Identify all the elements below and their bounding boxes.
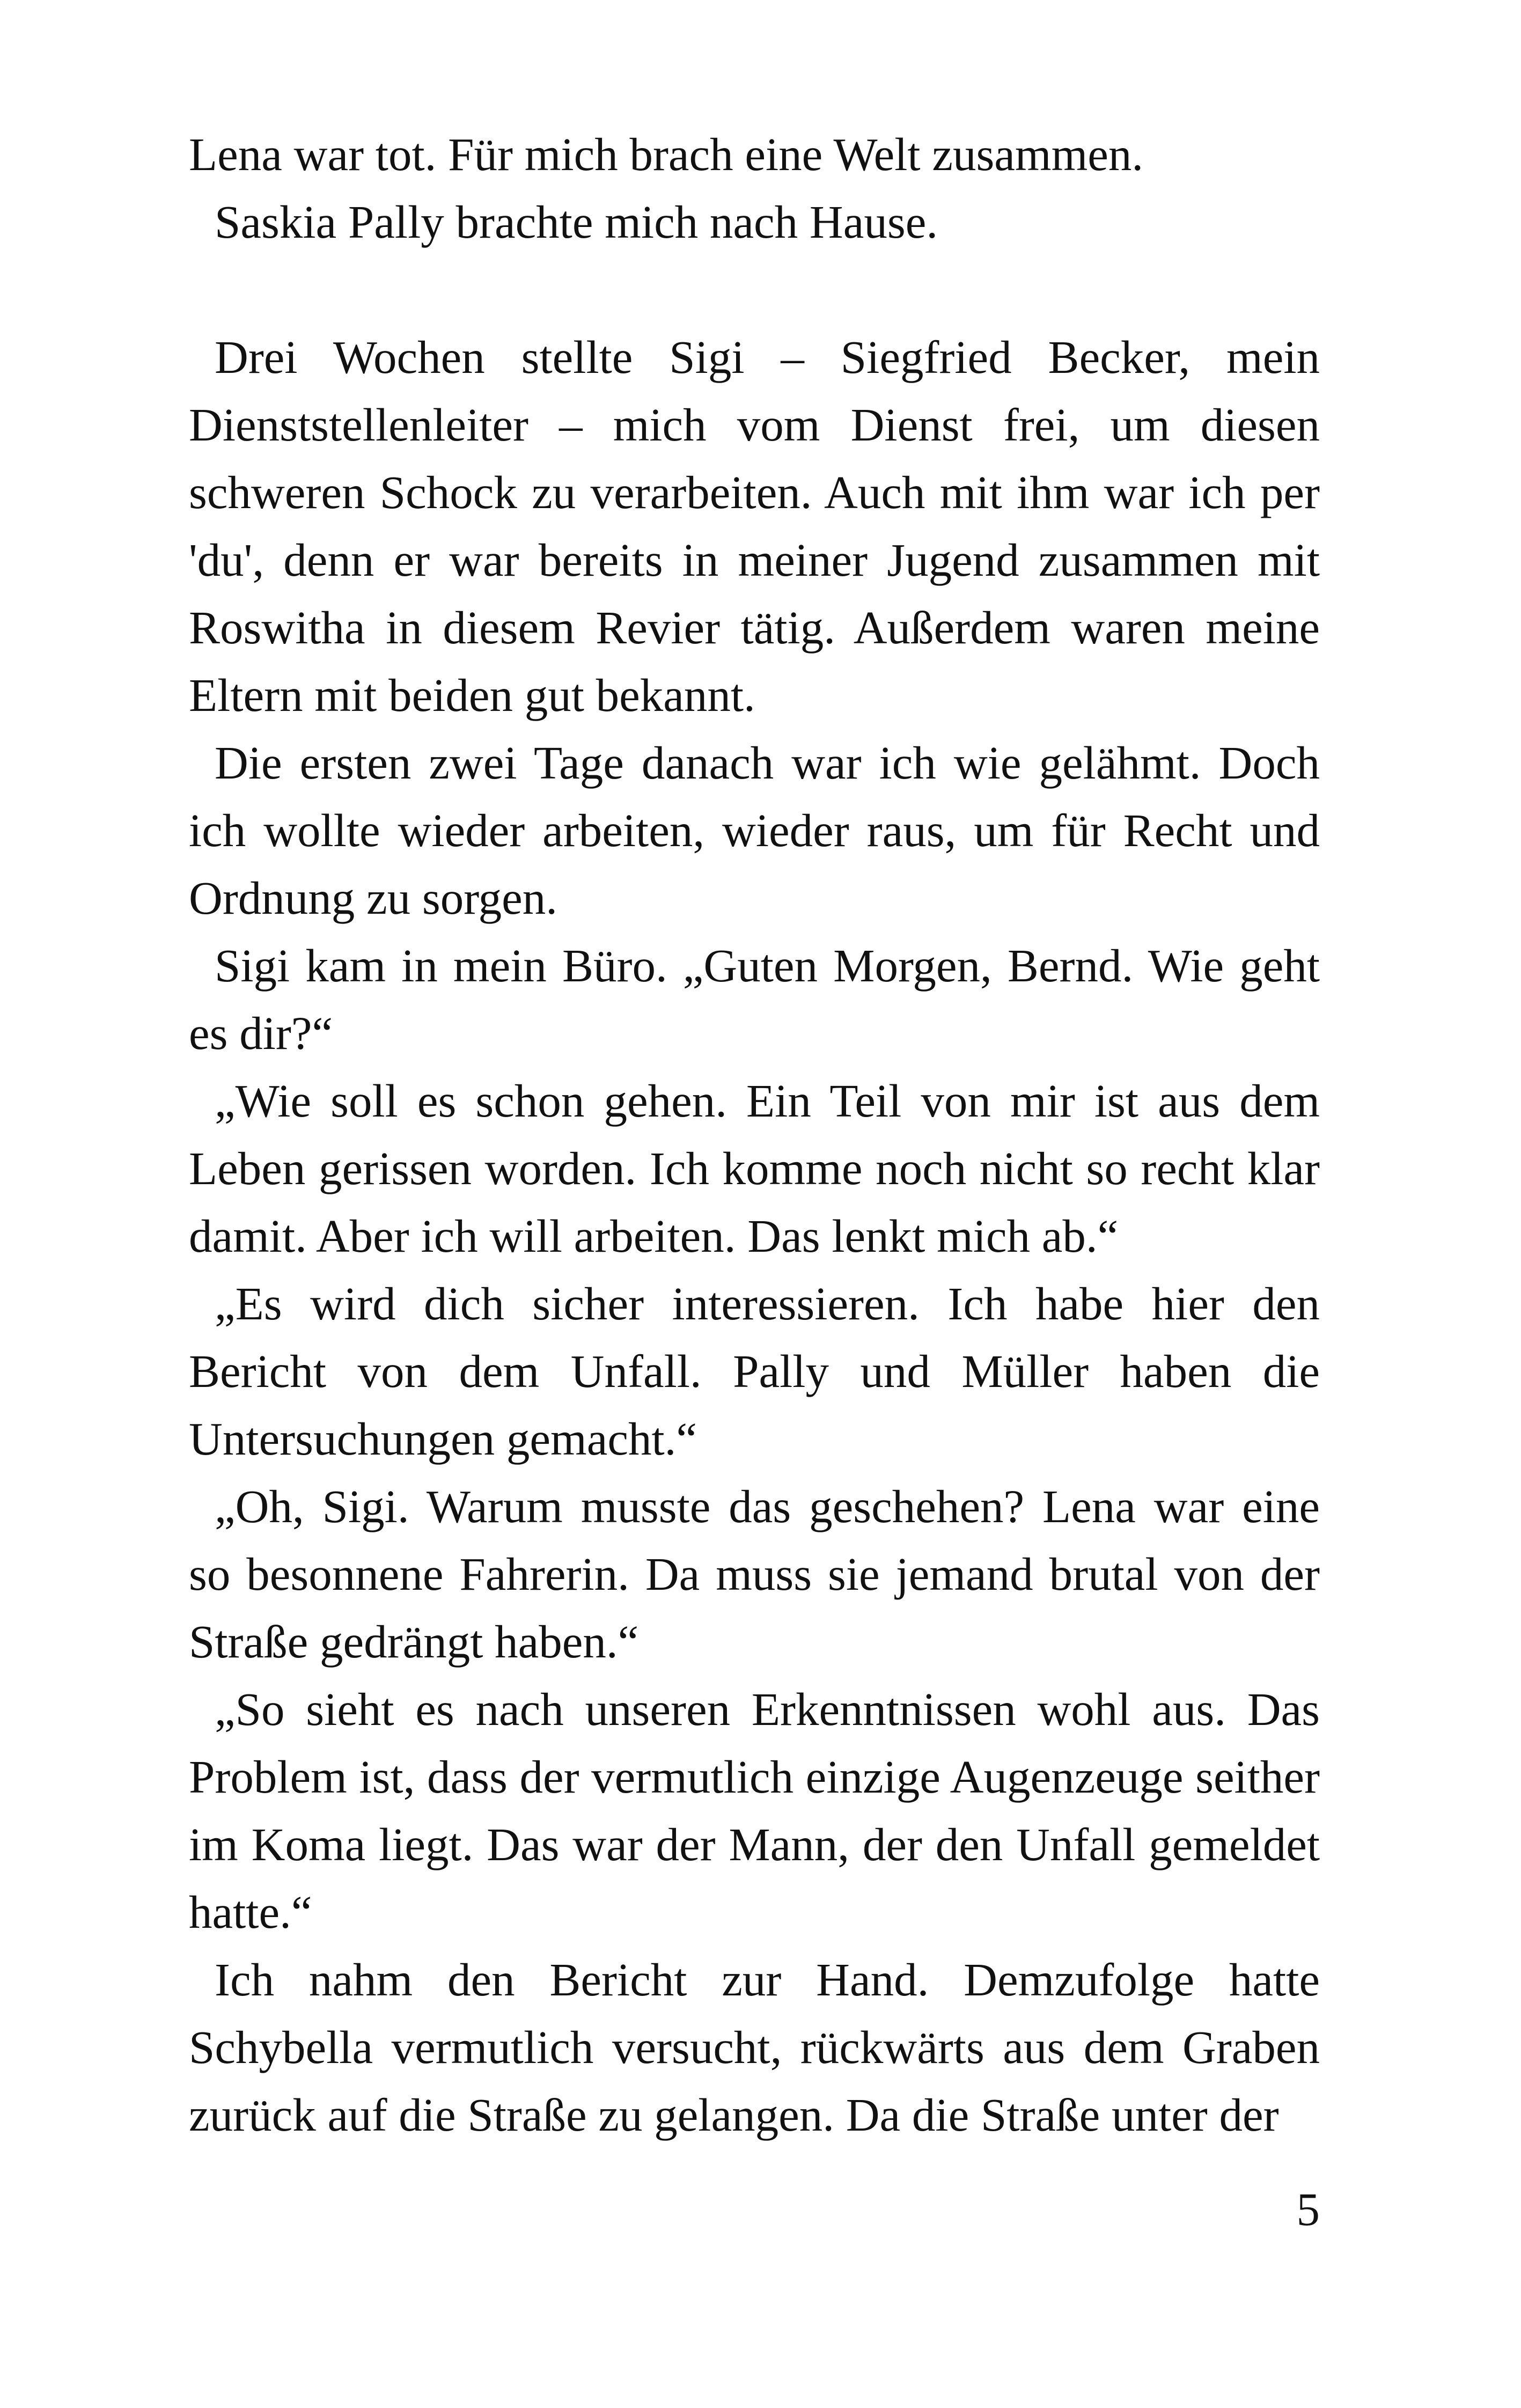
paragraph-1: Lena war tot. Für mich brach eine Welt zusammen. [189, 128, 1144, 180]
paragraph-4: Die ersten zwei Tage danach war ich wie gelähmt. Doch ich wollte wieder arbeiten, wieder raus, um für Recht und Ordnung zu sorgen. [189, 737, 1320, 924]
paragraph-8: „Oh, Sigi. Warum musste das geschehen? Lena war eine so besonnene Fahrerin. Da muss sie jemand brutal von der Straße gedrängt haben.“ [189, 1480, 1320, 1668]
paragraph-6: „Wie soll es schon gehen. Ein Teil von mir ist aus dem Leben gerissen worden. Ich komme noch nicht so recht klar damit. Aber ich will arbeiten. Das lenkt mich ab.“ [189, 1075, 1320, 1262]
body-text [189, 121, 1320, 2149]
paragraph-10: Ich nahm den Bericht zur Hand. Demzufolge hatte Schybella vermutlich versucht, rückwärts aus dem Graben zurück auf die Straße zu gelangen. Da die Straße unter der [189, 1954, 1320, 2141]
paragraph-2: Saskia Pally brachte mich nach Hause. [215, 196, 938, 248]
paragraph-9: „So sieht es nach unseren Erkenntnissen wohl aus. Das Problem ist, dass der vermutlich einzige Augenzeuge seither im Koma liegt. Das war der Mann, der den Unfall gemeldet hatte.“ [189, 1683, 1320, 1938]
paragraph-7: „Es wird dich sicher interessieren. Ich habe hier den Bericht von dem Unfall. Pally und Müller haben die Untersuchungen gemacht.“ [189, 1278, 1320, 1465]
page-number: 5 [1296, 2183, 1320, 2235]
paragraph-5: Sigi kam in mein Büro. „Guten Morgen, Bernd. Wie geht es dir?“ [189, 939, 1320, 1059]
paragraph-3: Drei Wochen stellte Sigi – Siegfried Becker, mein Dienststellenleiter – mich vom Dienst frei, um diesen schweren Schock zu verarbeiten. Auch mit ihm war ich per 'du', denn er war bereits in meiner Jugend zusammen mit Roswitha in diesem Revier tätig. Außerdem waren meine Eltern mit beiden gut bekannt. [189, 331, 1320, 721]
